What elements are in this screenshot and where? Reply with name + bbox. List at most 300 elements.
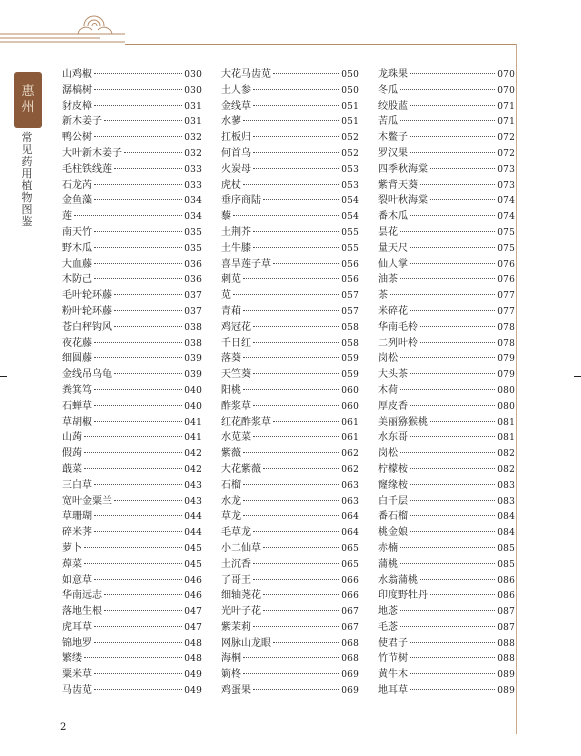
entry-name: 土人参 [221, 84, 251, 96]
page-number: 2 [60, 722, 67, 733]
entry-page: 082 [497, 449, 515, 460]
dot-leader [94, 255, 182, 264]
dot-leader [410, 302, 495, 311]
dot-leader [84, 428, 182, 437]
dot-leader [94, 223, 182, 232]
entry-page: 088 [497, 654, 515, 665]
entry-name: 扛板归 [221, 132, 251, 144]
dot-leader [94, 413, 182, 422]
dot-leader [253, 239, 339, 248]
entry-name: 如意草 [62, 574, 92, 586]
entry-name: 紫茉莉 [221, 621, 251, 633]
entry-page: 061 [341, 417, 359, 428]
entry-name: 潺槁树 [62, 84, 92, 96]
entry-page: 058 [341, 338, 359, 349]
entry-name: 竹节树 [378, 653, 408, 665]
entry-page: 055 [341, 227, 359, 238]
entry-page: 051 [341, 101, 359, 112]
dot-leader [410, 634, 495, 643]
entry-name: 粪箕笃 [62, 384, 92, 396]
dot-leader [94, 476, 182, 485]
entry-page: 083 [497, 480, 515, 491]
dot-leader [94, 349, 182, 358]
dot-leader [263, 460, 339, 469]
entry-name: 刺苋 [221, 274, 241, 286]
dot-leader [420, 571, 495, 580]
dot-leader [243, 444, 339, 453]
entry-page: 058 [341, 322, 359, 333]
entry-page: 033 [184, 180, 202, 191]
dot-leader [253, 223, 339, 232]
dot-leader [94, 97, 182, 106]
entry-name: 仙人掌 [378, 258, 408, 270]
entry-page: 080 [497, 385, 515, 396]
entry-page: 037 [184, 291, 202, 302]
entry-page: 062 [341, 464, 359, 475]
side-rule [516, 44, 517, 734]
entry-page: 082 [497, 464, 515, 475]
entry-page: 057 [341, 306, 359, 317]
dot-leader [430, 191, 495, 200]
entry-page: 056 [341, 259, 359, 270]
entry-name: 了哥王 [221, 574, 251, 586]
dot-leader [94, 128, 182, 137]
dot-leader [94, 65, 182, 74]
dot-leader [94, 381, 182, 390]
entry-page: 066 [341, 575, 359, 586]
dot-leader [253, 618, 339, 627]
entry-page: 038 [184, 322, 202, 333]
entry-page: 081 [497, 433, 515, 444]
entry-page: 047 [184, 622, 202, 633]
dot-leader [243, 476, 339, 485]
entry-name: 假蒟 [62, 448, 82, 460]
entry-page: 042 [184, 449, 202, 460]
entry-page: 056 [341, 275, 359, 286]
entry-name: 岗松 [378, 448, 398, 460]
entry-page: 084 [497, 512, 515, 523]
dot-leader [430, 160, 495, 169]
entry-name: 绞股蓝 [378, 100, 408, 112]
dot-leader [94, 334, 182, 343]
dot-leader [253, 571, 339, 580]
entry-page: 089 [497, 686, 515, 697]
cloud-ornament-icon [0, 0, 130, 60]
entry-name: 华南毛柃 [378, 321, 418, 333]
entry-page: 065 [341, 543, 359, 554]
entry-page: 048 [184, 654, 202, 665]
dot-leader [400, 223, 495, 232]
dot-leader [410, 97, 495, 106]
dot-leader [400, 381, 495, 390]
entry-page: 059 [341, 354, 359, 365]
entry-name: 使君子 [378, 637, 408, 649]
dot-leader [94, 270, 182, 279]
entry-page: 057 [341, 291, 359, 302]
entry-name: 碎米荠 [62, 527, 92, 539]
dot-leader [74, 207, 182, 216]
dot-leader [253, 365, 339, 374]
dot-leader [253, 523, 339, 532]
entry-page: 034 [184, 196, 202, 207]
dot-leader [104, 602, 182, 611]
entry-name: 草珊瑚 [62, 511, 92, 523]
entry-page: 041 [184, 417, 202, 428]
entry-page: 035 [184, 243, 202, 254]
dot-leader [410, 681, 495, 690]
section-tab [14, 72, 42, 128]
entry-name: 大头茶 [378, 369, 408, 381]
entry-page: 032 [184, 148, 202, 159]
entry-page: 081 [497, 417, 515, 428]
entry-name: 莲 [62, 211, 72, 223]
dot-leader [400, 349, 495, 358]
dot-leader [243, 176, 339, 185]
entry-page: 067 [341, 607, 359, 618]
entry-page: 077 [497, 291, 515, 302]
dot-leader [94, 618, 182, 627]
entry-name: 草胡椒 [62, 416, 92, 428]
entry-name: 毛菍 [378, 621, 398, 633]
dot-leader [84, 444, 182, 453]
dot-leader [263, 539, 339, 548]
toc-entry[interactable] [378, 683, 515, 699]
entry-page: 042 [184, 464, 202, 475]
entry-name: 美丽猕猴桃 [378, 416, 428, 428]
dot-leader [410, 207, 495, 216]
entry-name: 何首乌 [221, 147, 251, 159]
dot-leader [243, 112, 339, 121]
dot-leader [253, 428, 339, 437]
entry-name: 细轴荛花 [221, 590, 261, 602]
entry-name: 山蒟 [62, 432, 82, 444]
entry-name: 苋 [221, 290, 231, 302]
dot-leader [263, 586, 339, 595]
entry-name: 酢浆草 [221, 400, 251, 412]
entry-name: 苍白秤钩风 [62, 321, 112, 333]
entry-page: 040 [184, 401, 202, 412]
entry-name: 金鱼藻 [62, 195, 92, 207]
entry-page: 070 [497, 70, 515, 80]
entry-name: 石榴 [221, 479, 241, 491]
entry-page: 051 [341, 117, 359, 128]
dot-leader [243, 507, 339, 516]
entry-name: 草龙 [221, 511, 241, 523]
entry-name: 罗汉果 [378, 147, 408, 159]
entry-page: 035 [184, 227, 202, 238]
dot-leader [273, 65, 339, 74]
entry-name: 水龙 [221, 495, 241, 507]
entry-name: 宽叶金粟兰 [62, 495, 112, 507]
entry-page: 085 [497, 543, 515, 554]
entry-name: 落地生根 [62, 606, 102, 618]
entry-name: 蕺菜 [62, 463, 82, 475]
entry-page: 054 [341, 196, 359, 207]
dot-leader [114, 365, 182, 374]
entry-page: 047 [184, 607, 202, 618]
entry-name: 裂叶秋海棠 [378, 195, 428, 207]
dot-leader [94, 397, 182, 406]
entry-name: 毛柱铁线莲 [62, 163, 112, 175]
dot-leader [84, 649, 182, 658]
dot-leader [400, 81, 495, 90]
entry-name: 柠檬桉 [378, 463, 408, 475]
dot-leader [243, 302, 339, 311]
dot-leader [400, 555, 495, 564]
entry-name: 鸡冠花 [221, 321, 251, 333]
dot-leader [253, 681, 339, 690]
dot-leader [253, 97, 339, 106]
entry-name: 繁缕 [62, 653, 82, 665]
entry-page: 088 [497, 638, 515, 649]
entry-page: 064 [341, 512, 359, 523]
entry-name: 黄牛木 [378, 669, 408, 681]
dot-leader [410, 365, 495, 374]
crop-mark [0, 376, 7, 377]
entry-page: 061 [341, 433, 359, 444]
entry-page: 071 [497, 117, 515, 128]
entry-page: 074 [497, 212, 515, 223]
dot-leader [410, 460, 495, 469]
dot-leader [410, 649, 495, 658]
dot-leader [84, 539, 182, 548]
dot-leader [420, 318, 495, 327]
dot-leader [253, 397, 339, 406]
entry-page: 079 [497, 354, 515, 365]
dot-leader [243, 349, 339, 358]
entry-page: 066 [341, 591, 359, 602]
entry-page: 031 [184, 101, 202, 112]
toc-entry[interactable] [221, 683, 359, 699]
entry-page: 030 [184, 70, 202, 80]
entry-name: 火炭母 [221, 163, 251, 175]
entry-name: 粉叶轮环藤 [62, 305, 112, 317]
entry-name: 夜花藤 [62, 337, 92, 349]
entry-name: 岗松 [378, 353, 398, 365]
entry-page: 063 [341, 496, 359, 507]
dot-leader [410, 144, 495, 153]
entry-name: 地耳草 [378, 685, 408, 697]
entry-name: 窿缘桉 [378, 479, 408, 491]
dot-leader [273, 634, 339, 643]
entry-page: 050 [341, 85, 359, 96]
entry-page: 075 [497, 227, 515, 238]
dot-leader [253, 160, 339, 169]
entry-name: 藜 [221, 211, 231, 223]
dot-leader [400, 618, 495, 627]
entry-page: 044 [184, 512, 202, 523]
entry-name: 大血藤 [62, 258, 92, 270]
dot-leader [400, 539, 495, 548]
dot-leader [410, 665, 495, 674]
dot-leader [400, 270, 495, 279]
entry-name: 阳桃 [221, 384, 241, 396]
entry-name: 番石榴 [378, 511, 408, 523]
entry-name: 红花酢浆草 [221, 416, 271, 428]
dot-leader [94, 681, 182, 690]
entry-page: 080 [497, 401, 515, 412]
entry-name: 木荷 [378, 384, 398, 396]
entry-page: 032 [184, 133, 202, 144]
dot-leader [94, 523, 182, 532]
entry-name: 喜旱莲子草 [221, 258, 271, 270]
entry-page: 065 [341, 559, 359, 570]
dot-leader [94, 571, 182, 580]
entry-name: 白千层 [378, 495, 408, 507]
entry-page: 062 [341, 449, 359, 460]
entry-page: 055 [341, 243, 359, 254]
dot-leader [94, 665, 182, 674]
entry-page: 036 [184, 259, 202, 270]
toc-column-2 [221, 67, 359, 699]
entry-page: 089 [497, 670, 515, 681]
dot-leader [94, 176, 182, 185]
entry-name: 水苋菜 [221, 432, 251, 444]
entry-name: 天竺葵 [221, 369, 251, 381]
dot-leader [253, 334, 339, 343]
entry-name: 石蝉草 [62, 400, 92, 412]
entry-page: 085 [497, 559, 515, 570]
entry-page: 072 [497, 148, 515, 159]
dot-leader [253, 81, 339, 90]
dot-leader [94, 191, 182, 200]
crop-mark [574, 376, 581, 377]
entry-name: 四季秋海棠 [378, 163, 428, 175]
entry-name: 鸡蛋果 [221, 685, 251, 697]
entry-name: 金线草 [221, 100, 251, 112]
toc-entry[interactable] [62, 683, 202, 699]
dot-leader [410, 397, 495, 406]
entry-page: 049 [184, 686, 202, 697]
dot-leader [410, 128, 495, 137]
dot-leader [114, 318, 182, 327]
entry-name: 米碎花 [378, 305, 408, 317]
entry-name: 豺皮樟 [62, 100, 92, 112]
entry-name: 番木瓜 [378, 211, 408, 223]
dot-leader [114, 286, 182, 295]
entry-page: 087 [497, 622, 515, 633]
entry-page: 069 [341, 670, 359, 681]
entry-name: 落葵 [221, 353, 241, 365]
entry-page: 054 [341, 212, 359, 223]
tab-char: 惠 [21, 84, 35, 99]
entry-page: 050 [341, 70, 359, 80]
entry-name: 毛叶轮环藤 [62, 290, 112, 302]
entry-name: 蔊菜 [62, 558, 82, 570]
entry-page: 060 [341, 401, 359, 412]
entry-page: 044 [184, 528, 202, 539]
entry-name: 茶 [378, 290, 388, 302]
entry-page: 075 [497, 243, 515, 254]
entry-page: 078 [497, 338, 515, 349]
entry-name: 水东哥 [378, 432, 408, 444]
entry-page: 076 [497, 275, 515, 286]
dot-leader [390, 286, 495, 295]
dot-leader [94, 634, 182, 643]
dot-leader [400, 602, 495, 611]
entry-page: 087 [497, 607, 515, 618]
entry-name: 粟米草 [62, 669, 92, 681]
entry-name: 二列叶柃 [378, 337, 418, 349]
dot-leader [243, 492, 339, 501]
dot-leader [243, 665, 339, 674]
entry-name: 虎杖 [221, 179, 241, 191]
entry-name: 华南远志 [62, 590, 102, 602]
entry-page: 046 [184, 591, 202, 602]
entry-name: 蒲桃 [378, 558, 398, 570]
dot-leader [104, 586, 182, 595]
dot-leader [273, 413, 339, 422]
dot-leader [400, 444, 495, 453]
dot-leader [253, 144, 339, 153]
entry-page: 049 [184, 670, 202, 681]
dot-leader [243, 649, 339, 658]
entry-name: 萝卜 [62, 542, 82, 554]
entry-page: 067 [341, 622, 359, 633]
entry-page: 068 [341, 654, 359, 665]
dot-leader [430, 413, 495, 422]
entry-name: 山鸡椒 [62, 69, 92, 80]
entry-name: 桃金娘 [378, 527, 408, 539]
entry-page: 053 [341, 164, 359, 175]
entry-name: 印度野牡丹 [378, 590, 428, 602]
entry-name: 马齿苋 [62, 685, 92, 697]
entry-page: 034 [184, 212, 202, 223]
dot-leader [410, 428, 495, 437]
entry-page: 070 [497, 85, 515, 96]
entry-name: 大叶新木姜子 [62, 147, 122, 159]
entry-name: 青葙 [221, 305, 241, 317]
entry-page: 043 [184, 496, 202, 507]
entry-name: 石龙芮 [62, 179, 92, 191]
entry-name: 三白草 [62, 479, 92, 491]
entry-page: 068 [341, 638, 359, 649]
entry-name: 金线吊乌龟 [62, 369, 112, 381]
entry-name: 毛草龙 [221, 527, 251, 539]
entry-page: 031 [184, 117, 202, 128]
dot-leader [94, 81, 182, 90]
dot-leader [420, 334, 495, 343]
entry-name: 量天尺 [378, 242, 408, 254]
entry-page: 039 [184, 354, 202, 365]
entry-page: 052 [341, 148, 359, 159]
entry-name: 水翁蒲桃 [378, 574, 418, 586]
tab-char: 州 [21, 100, 35, 115]
entry-name: 锦地罗 [62, 637, 92, 649]
entry-name: 龙珠果 [378, 69, 408, 80]
entry-page: 045 [184, 543, 202, 554]
entry-name: 苦瓜 [378, 116, 398, 128]
entry-page: 063 [341, 480, 359, 491]
dot-leader [114, 160, 182, 169]
dot-leader [114, 302, 182, 311]
entry-name: 木防己 [62, 274, 92, 286]
entry-name: 土牛膝 [221, 242, 251, 254]
dot-leader [410, 492, 495, 501]
entry-page: 077 [497, 306, 515, 317]
entry-page: 079 [497, 370, 515, 381]
dot-leader [124, 144, 182, 153]
entry-page: 043 [184, 480, 202, 491]
dot-leader [114, 492, 182, 501]
dot-leader [243, 381, 339, 390]
entry-name: 赤楠 [378, 542, 398, 554]
entry-page: 069 [341, 686, 359, 697]
entry-name: 鸭公树 [62, 132, 92, 144]
entry-name: 冬瓜 [378, 84, 398, 96]
dot-leader [94, 239, 182, 248]
entry-page: 038 [184, 338, 202, 349]
